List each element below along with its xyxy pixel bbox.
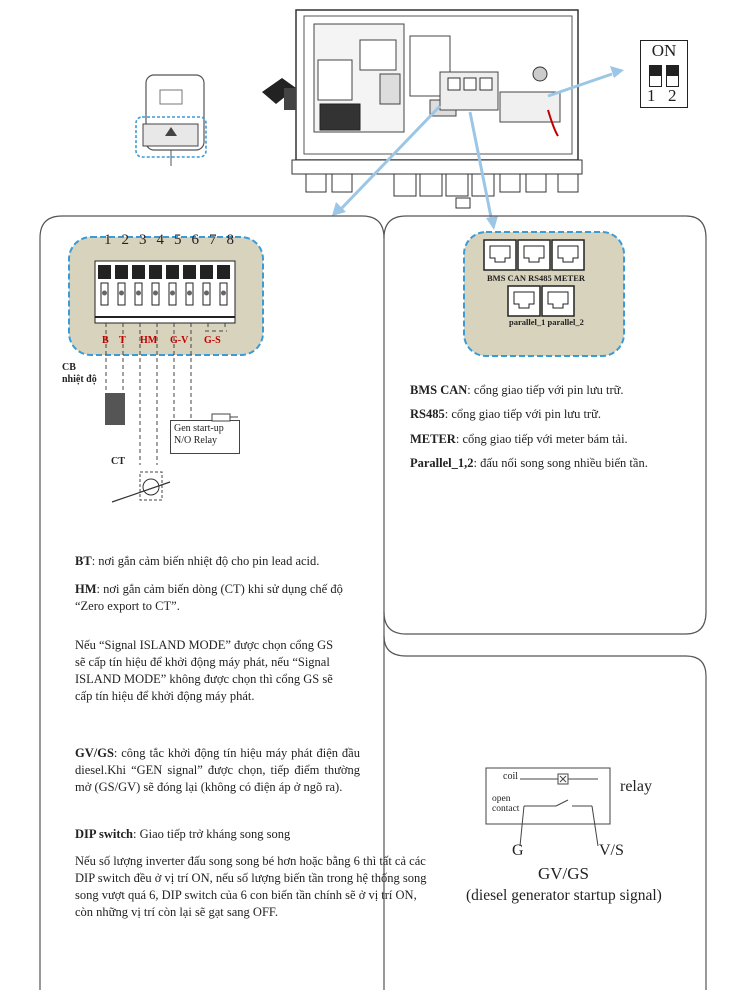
- desc-gv-gs: GV/GS: công tắc khởi động tín hiệu máy phát điện đầu diesel.Khi “GEN signal” được chọn, tiếp điểm thường mở (GS/GV) sẽ đóng lại (không có điện áp ở ngõ ra).: [75, 746, 360, 794]
- terminal-number: 3: [139, 232, 147, 248]
- rj45-port-icon: [542, 286, 574, 316]
- terminal-label-b: B: [102, 335, 109, 346]
- rj45-port-icon: [508, 286, 540, 316]
- rj45-port-icon: [518, 240, 550, 270]
- port-labels-top: [487, 273, 585, 283]
- port-label-bms-can: BMS CAN: [487, 273, 526, 283]
- port-labels-bottom: [509, 317, 584, 327]
- port-label-meter: METER: [553, 273, 586, 283]
- desc-rs485: RS485: cổng giao tiếp với pin lưu trữ.: [410, 407, 601, 421]
- terminal-label-t: T: [119, 335, 126, 346]
- ct-sensor: [108, 470, 178, 510]
- ct-label: CT: [111, 456, 125, 467]
- port-label-parallel-2: parallel_2: [547, 317, 584, 327]
- desc-island-mode: Nếu “Signal ISLAND MODE” được chọn cổng GS sẽ cấp tín hiệu để khởi động máy phát, nếu “Signal ISLAND MODE” không được chọn thì cổng GS sẽ cấp tín hiệu để khởi động máy phát.: [75, 638, 334, 703]
- rj45-port-icon: [552, 240, 584, 270]
- terminal-number: 5: [174, 232, 182, 248]
- desc-dip-switch: DIP switch: Giao tiếp trở kháng song song: [75, 827, 291, 841]
- relay-caption: (diesel generator startup signal): [466, 887, 662, 904]
- desc-parallel: Parallel_1,2: đấu nối song song nhiều biến tần.: [410, 456, 648, 470]
- terminal-label-gs: G-S: [204, 335, 221, 346]
- terminal-number: 6: [191, 232, 199, 248]
- dip-pos-1: 1: [647, 86, 656, 105]
- terminal-numbers: [104, 231, 234, 249]
- relay-plug-icon: [210, 412, 240, 424]
- desc-bms-can: BMS CAN: cổng giao tiếp với pin lưu trữ.: [410, 383, 624, 397]
- port-label-parallel-1: parallel_1: [509, 317, 546, 327]
- desc-dip-detail: Nếu số lượng inverter đấu song song bé hơn hoặc bằng 6 thì tất cả các DIP switch đều ở vị trí ON, nếu số lượng biến tần trong hệ thống song song vượt quá 6, DIP switch của 6 con biến tần chính sẽ ở vị trí ON, còn những vị trí còn lại sẽ gạt sang OFF.: [75, 854, 427, 919]
- desc-meter: METER: cổng giao tiếp với meter bám tải.: [410, 432, 628, 446]
- relay-coil-label: coil: [503, 771, 518, 782]
- relay-vs-label: V/S: [599, 842, 624, 859]
- terminal-number: 2: [121, 232, 129, 248]
- rj45-port-icon: [484, 240, 516, 270]
- desc-bt: BT: nơi gắn cảm biến nhiệt độ cho pin lead acid.: [75, 554, 320, 568]
- relay-gvgs-label: GV/GS: [538, 864, 590, 883]
- desc-hm: HM: nơi gắn cảm biến dòng (CT) khi sử dụng chế độ “Zero export to CT”.: [75, 582, 343, 613]
- terminal-number: 7: [209, 232, 217, 248]
- relay-g-label: G: [512, 842, 524, 859]
- terminal-label-hm: HM: [140, 335, 158, 346]
- cb-label: CB nhiệt độ: [62, 362, 97, 385]
- relay-open-contact-label: open contact: [492, 794, 520, 814]
- ports-diagram: [460, 228, 628, 360]
- dip-on-label: ON: [651, 41, 677, 60]
- terminal-number: 1: [104, 232, 112, 248]
- dip-pos-2: 2: [668, 86, 677, 105]
- port-label-rs485: RS485: [528, 273, 552, 283]
- relay-label: relay: [620, 778, 652, 795]
- terminal-number: 4: [156, 232, 164, 248]
- gen-relay-box: Gen start-up N/O Relay: [170, 420, 240, 454]
- terminal-number: 8: [226, 232, 234, 248]
- terminal-label-gv: G-V: [170, 335, 189, 346]
